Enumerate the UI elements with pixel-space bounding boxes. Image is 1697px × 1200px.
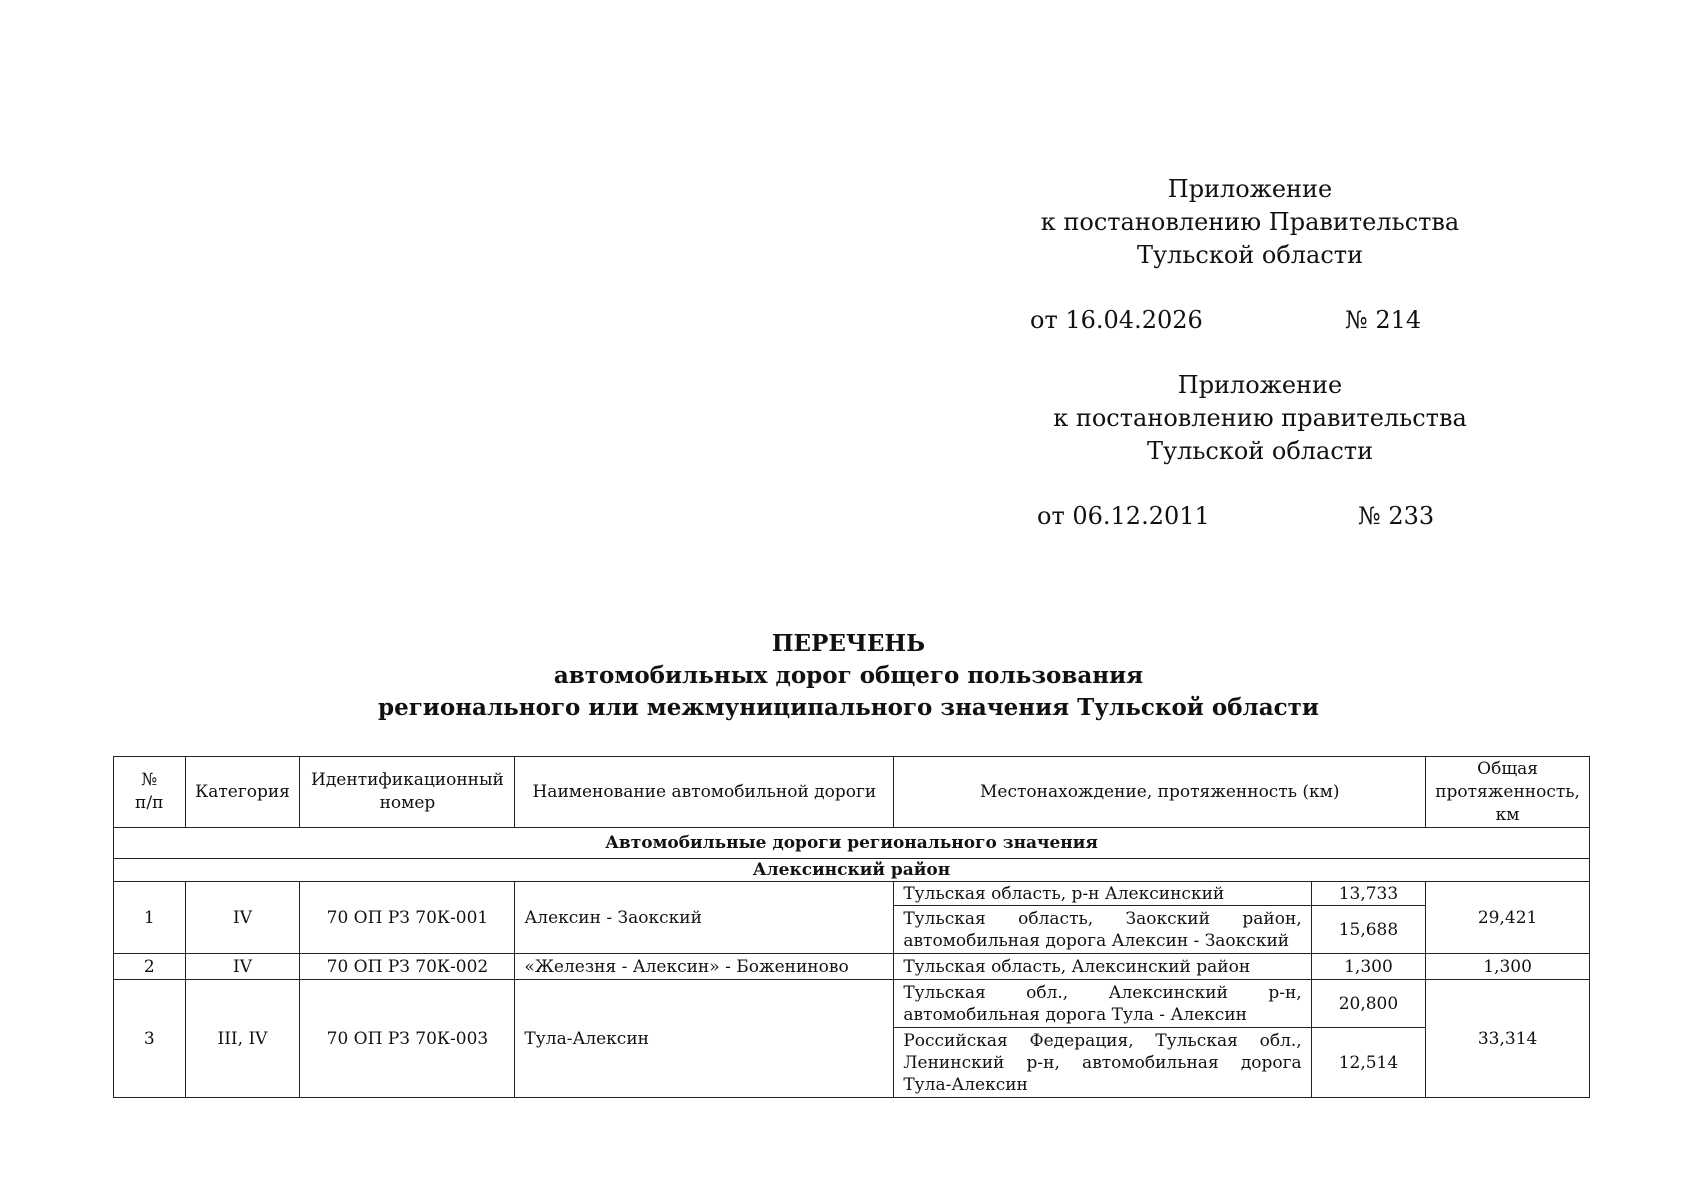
- document-title: [0, 628, 1697, 724]
- row-total-length: 29,421: [1426, 882, 1590, 954]
- table-row: [114, 882, 1590, 906]
- header-number: № п/п: [114, 757, 186, 828]
- segment-location: Тульская область, Заокский район, автомобильная дорога Алексин - Заокский: [894, 906, 1311, 954]
- segment-length: 20,800: [1311, 980, 1426, 1028]
- header-id-number: Идентификационный номер: [300, 757, 515, 828]
- segment-location: Тульская область, Алексинский район: [894, 954, 1311, 980]
- row-road-name: «Железня - Алексин» - Божениново: [515, 954, 894, 980]
- segment-location: Тульская обл., Алексинский р-н, автомобильная дорога Тула - Алексин: [894, 980, 1311, 1028]
- appendix-current-date: от 16.04.2026: [1030, 306, 1203, 334]
- appendix-region: Тульской области: [1136, 241, 1364, 269]
- section-row: [114, 828, 1590, 859]
- segment-length: 12,514: [1311, 1028, 1426, 1098]
- segment-location: Тульская область, р-н Алексинский: [894, 882, 1311, 906]
- row-total-length: 1,300: [1426, 954, 1590, 980]
- appendix-current-number: № 214: [1345, 306, 1422, 334]
- row-number: 3: [114, 980, 186, 1098]
- appendix-decree-ref: к постановлению правительства: [1053, 404, 1467, 432]
- row-road-name: Тула-Алексин: [515, 980, 894, 1098]
- row-number: 1: [114, 882, 186, 954]
- appendix-original-date: от 06.12.2011: [1037, 502, 1210, 530]
- header-road-name: Наименование автомобильной дороги: [515, 757, 894, 828]
- appendix-current-header: [1020, 173, 1480, 272]
- segment-location: Российская Федерация, Тульская обл., Ленинский р-н, автомобильная дорога Тула-Алексин: [894, 1028, 1311, 1098]
- row-category: III, IV: [185, 980, 300, 1098]
- row-category: IV: [185, 882, 300, 954]
- row-category: IV: [185, 954, 300, 980]
- table-row: [114, 954, 1590, 980]
- row-id-number: 70 ОП РЗ 70К-003: [300, 980, 515, 1098]
- title-line-2: автомобильных дорог общего пользования: [553, 662, 1144, 689]
- appendix-original-number: № 233: [1358, 502, 1435, 530]
- segment-length: 1,300: [1311, 954, 1426, 980]
- row-number: 2: [114, 954, 186, 980]
- appendix-original-header: [1030, 369, 1490, 468]
- header-category: Категория: [185, 757, 300, 828]
- row-id-number: 70 ОП РЗ 70К-002: [300, 954, 515, 980]
- district-row: [114, 859, 1590, 882]
- appendix-decree-ref: к постановлению Правительства: [1040, 208, 1460, 236]
- row-total-length: 33,314: [1426, 980, 1590, 1098]
- title-line-1: ПЕРЕЧЕНЬ: [771, 630, 926, 657]
- appendix-label: Приложение: [1167, 175, 1333, 203]
- row-road-name: Алексин - Заокский: [515, 882, 894, 954]
- appendix-label: Приложение: [1177, 371, 1343, 399]
- header-total-length: Общая протяженность, км: [1426, 757, 1590, 828]
- title-line-3: регионального или межмуниципального значения Тульской области: [378, 694, 1319, 721]
- segment-length: 13,733: [1311, 882, 1426, 906]
- table-row: [114, 980, 1590, 1028]
- section-title: Автомобильные дороги регионального значения: [114, 828, 1590, 859]
- row-id-number: 70 ОП РЗ 70К-001: [300, 882, 515, 954]
- roads-table: [113, 756, 1590, 1098]
- appendix-region: Тульской области: [1146, 437, 1374, 465]
- table-header-row: [114, 757, 1590, 828]
- segment-length: 15,688: [1311, 906, 1426, 954]
- district-title: Алексинский район: [114, 859, 1590, 882]
- header-location-length: Местонахождение, протяженность (км): [894, 757, 1426, 828]
